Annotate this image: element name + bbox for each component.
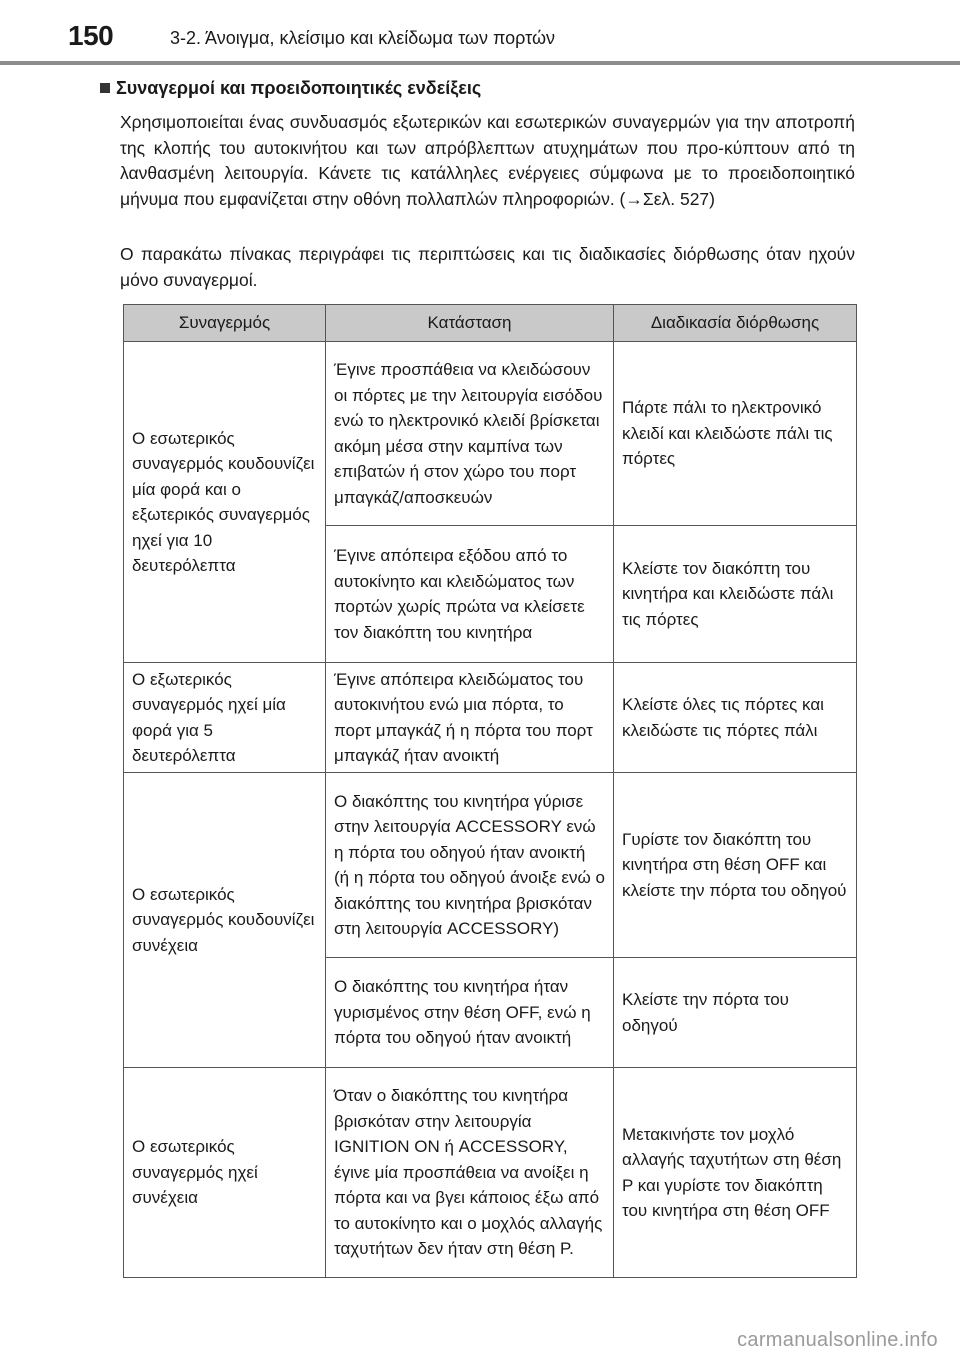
condition-cell: Ο διακόπτης του κινητήρα ήταν γυρισμένος στην θέση OFF, ενώ η πόρτα του οδηγού ήταν ανοικτή [326, 958, 614, 1068]
table-row [124, 663, 857, 773]
watermark: carmanualsonline.info [737, 1329, 938, 1351]
procedure-cell: Μετακινήστε τον μοχλό αλλαγής ταχυτήτων στη θέση P και γυρίστε τον διακόπτη του κινητήρα στη θέση OFF [614, 1068, 857, 1278]
condition-cell: Όταν ο διακόπτης του κινητήρα βρισκόταν στην λειτουργία IGNITION ON ή ACCESSORY, έγινε μία προσπάθεια να ανοίξει η πόρτα και να βγει κάποιος έξω από το αυτοκίνητο και ο μοχλός αλλαγής ταχυτήτων δεν ήταν στη θέση P. [326, 1068, 614, 1278]
alarm-cell: Ο εσωτερικός συναγερμός κουδουνίζει συνέχεια [124, 773, 326, 1068]
alarm-cell: Ο εσωτερικός συναγερμός ηχεί συνέχεια [124, 1068, 326, 1278]
condition-cell: Έγινε απόπειρα κλειδώματος του αυτοκινήτου ενώ μια πόρτα, το πορτ μπαγκάζ ή η πόρτα του πορτ μπαγκάζ ήταν ανοικτή [326, 663, 614, 773]
column-header-condition: Κατάσταση [326, 305, 614, 342]
table-intro-paragraph: Ο παρακάτω πίνακας περιγράφει τις περιπτώσεις και τις διαδικασίες διόρθωσης όταν ηχούν μόνο συναγερμοί. [120, 244, 855, 290]
header-divider [0, 61, 960, 65]
chapter-title: 3-2. Άνοιγμα, κλείσιμο και κλείδωμα των πορτών [170, 28, 556, 48]
intro-paragraph: Χρησιμοποιείται ένας συνδυασμός εξωτερικών και εσωτερικών συναγερμών για την αποτροπή της κλοπής του αυτοκινήτου και των απρόβλεπτων ατυχημάτων που προ-κύπτουν από τη λανθασμένη λειτουργία. Κάνετε τις κατάλληλες ενέργειες σύμφωνα με το προειδοποιητικό μήνυμα που εμφανίζεται στην οθόνη πολλαπλών πληροφοριών. (→Σελ. 527) [120, 112, 855, 209]
column-header-procedure: Διαδικασία διόρθωσης [614, 305, 857, 342]
page-number: 150 [68, 20, 114, 51]
condition-cell: Έγινε προσπάθεια να κλειδώσουν οι πόρτες με την λειτουργία εισόδου ενώ το ηλεκτρονικό κλειδί βρίσκεται ακόμη μέσα στην καμπίνα των επιβατών ή στον χώρο του πορτ μπαγκάζ/αποσκευών [326, 342, 614, 526]
procedure-cell: Κλείστε τον διακόπτη του κινητήρα και κλειδώστε πάλι τις πόρτες [614, 526, 857, 663]
procedure-cell: Πάρτε πάλι το ηλεκτρονικό κλειδί και κλειδώστε πάλι τις πόρτες [614, 342, 857, 526]
condition-cell: Ο διακόπτης του κινητήρα γύρισε στην λειτουργία ACCESSORY ενώ η πόρτα του οδηγού ήταν ανοικτή (ή η πόρτα του οδηγού άνοιξε ενώ ο διακόπτης του κινητήρα βρισκόταν στη λειτουργία ACCESSORY) [326, 773, 614, 958]
procedure-cell: Κλείστε την πόρτα του οδηγού [614, 958, 857, 1068]
alarm-cell: Ο εξωτερικός συναγερμός ηχεί μία φορά για 5 δευτερόλεπτα [124, 663, 326, 773]
page-header [0, 0, 960, 66]
table-row [124, 773, 857, 958]
section-heading-text: Συναγερμοί και προειδοποιητικές ενδείξεις [116, 78, 482, 98]
condition-cell: Έγινε απόπειρα εξόδου από το αυτοκίνητο και κλειδώματος των πορτών χωρίς πρώτα να κλείσετε τον διακόπτη του κινητήρα [326, 526, 614, 663]
procedure-cell: Γυρίστε τον διακόπτη του κινητήρα στη θέση OFF και κλείστε την πόρτα του οδηγού [614, 773, 857, 958]
table-header-row [124, 305, 857, 342]
alarm-table [123, 304, 857, 1278]
alarm-cell: Ο εσωτερικός συναγερμός κουδουνίζει μία φορά και ο εξωτερικός συναγερμός ηχεί για 10 δευτερόλεπτα [124, 342, 326, 663]
square-bullet-icon [100, 83, 110, 93]
column-header-alarm: Συναγερμός [124, 305, 326, 342]
section-heading [100, 78, 481, 99]
table-row [124, 342, 857, 526]
table-row [124, 1068, 857, 1278]
procedure-cell: Κλείστε όλες τις πόρτες και κλειδώστε τις πόρτες πάλι [614, 663, 857, 773]
